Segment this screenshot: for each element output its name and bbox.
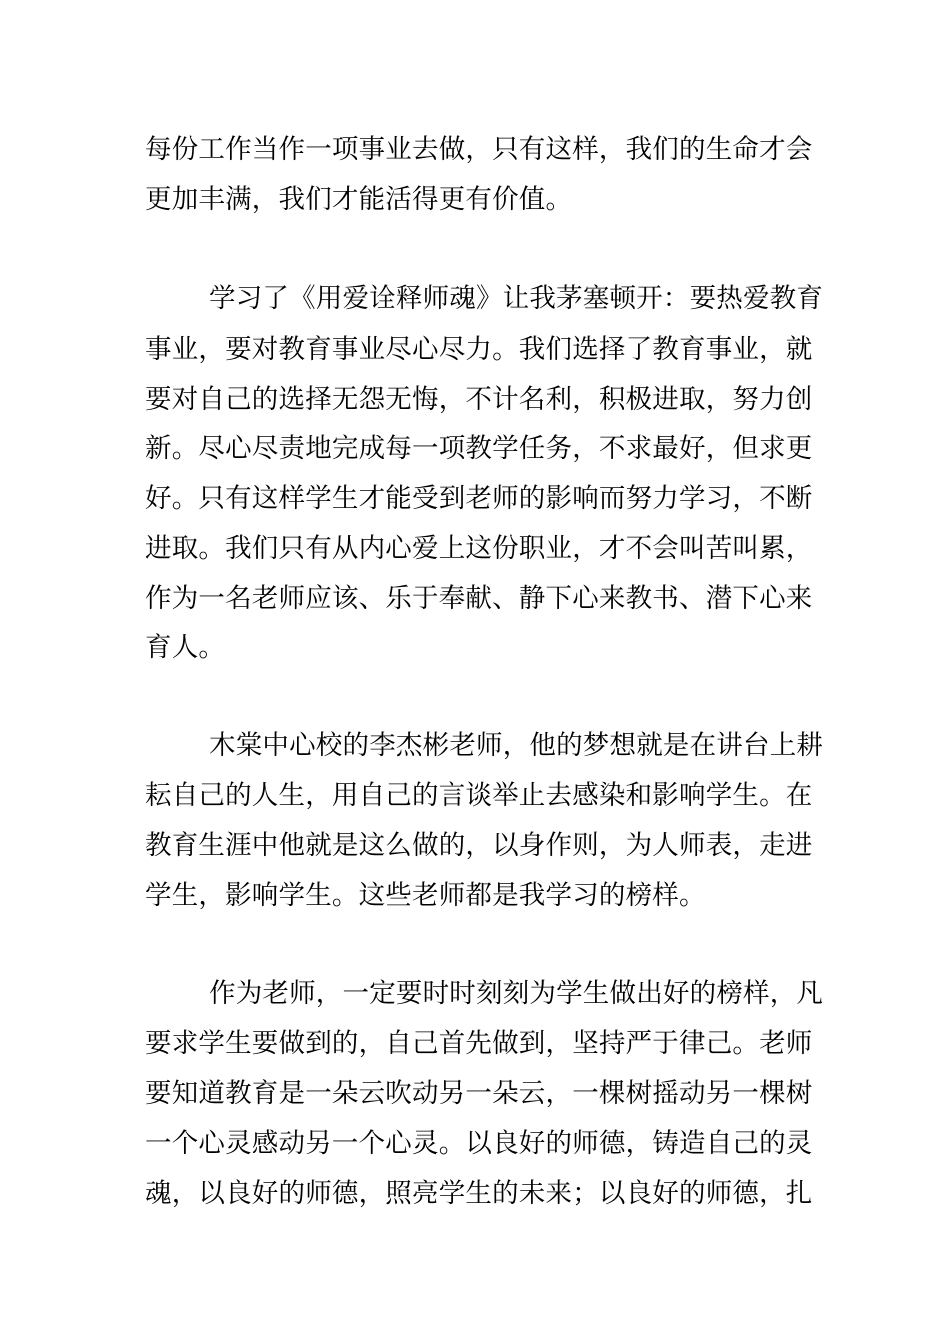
paragraph-3-line-1: 木棠中心校的李杰彬老师，他的梦想就是在讲台上耕 bbox=[209, 730, 824, 761]
paragraph-2-line-8: 育人。 bbox=[145, 632, 226, 663]
paragraph-3-line-4: 学生，影响学生。这些老师都是我学习的榜样。 bbox=[145, 880, 706, 911]
paragraph-2-line-1: 学习了《用爱诠释师魂》让我茅塞顿开：要热爱教育 bbox=[209, 283, 824, 314]
paragraph-4-line-4: 一个心灵感动另一个心灵。以良好的师德，铸造自己的灵 bbox=[145, 1128, 813, 1159]
paragraph-2-line-2: 事业，要对教育事业尽心尽力。我们选择了教育事业，就 bbox=[145, 334, 813, 365]
paragraph-3-line-3: 教育生涯中他就是这么做的，以身作则，为人师表，走进 bbox=[145, 830, 813, 861]
paragraph-4-line-5: 魂，以良好的师德，照亮学生的未来；以良好的师德，扎 bbox=[145, 1178, 813, 1209]
paragraph-2-line-5: 好。只有这样学生才能受到老师的影响而努力学习，不断 bbox=[145, 483, 813, 514]
paragraph-4-line-2: 要求学生要做到的，自己首先做到，坚持严于律己。老师 bbox=[145, 1028, 813, 1059]
paragraph-1-line-1: 每份工作当作一项事业去做，只有这样，我们的生命才会 bbox=[145, 134, 813, 165]
paragraph-4-line-1: 作为老师，一定要时时刻刻为学生做出好的榜样，凡 bbox=[209, 978, 824, 1009]
paragraph-1-line-2: 更加丰满，我们才能活得更有价值。 bbox=[145, 184, 573, 215]
paragraph-2-line-4: 新。尽心尽责地完成每一项教学任务，不求最好，但求更 bbox=[145, 433, 813, 464]
paragraph-2-line-6: 进取。我们只有从内心爱上这份职业，才不会叫苦叫累， bbox=[145, 533, 813, 564]
paragraph-2-line-7: 作为一名老师应该、乐于奉献、静下心来教书、潜下心来 bbox=[145, 583, 813, 614]
paragraph-4-line-3: 要知道教育是一朵云吹动另一朵云，一棵树摇动另一棵树 bbox=[145, 1078, 813, 1109]
paragraph-2-line-3: 要对自己的选择无怨无悔，不计名利，积极进取，努力创 bbox=[145, 384, 813, 415]
paragraph-3-line-2: 耘自己的人生，用自己的言谈举止去感染和影响学生。在 bbox=[145, 780, 813, 811]
